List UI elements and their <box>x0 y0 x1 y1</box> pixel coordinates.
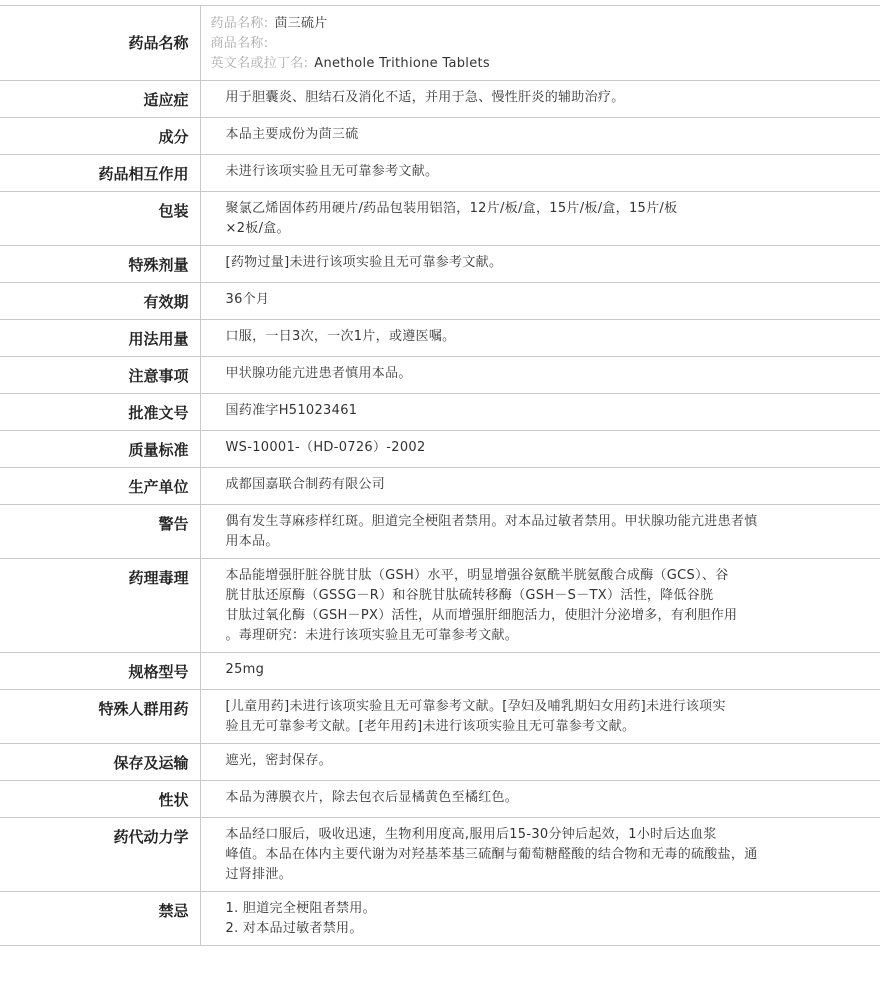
row-label: 药理毒理 <box>0 559 200 653</box>
row-label: 生产单位 <box>0 468 200 505</box>
row-label: 用法用量 <box>0 320 200 357</box>
name-details <box>200 6 880 81</box>
row-value-line: 本品经口服后，吸收迅速，生物利用度高,服用后15-30分钟后起效，1小时后达血浆 <box>225 827 717 842</box>
row-value-line: 36个月 <box>225 292 270 307</box>
row-value <box>200 559 880 653</box>
generic-name-value: 茴三硫片 <box>274 16 328 31</box>
row-label: 有效期 <box>0 283 200 320</box>
row-value-line: 成都国嘉联合制药有限公司 <box>225 477 386 492</box>
row-value-line: 25mg <box>225 662 265 677</box>
english-name-key: 英文名或拉丁名: <box>210 56 309 71</box>
row-value-line: [儿童用药]未进行该项实验且无可靠参考文献。[孕妇及哺乳期妇女用药]未进行该项实 <box>225 699 726 714</box>
row-label: 性状 <box>0 781 200 818</box>
drug-info-table-body <box>0 6 880 946</box>
table-row <box>0 559 880 653</box>
table-row <box>0 320 880 357</box>
row-label: 注意事项 <box>0 357 200 394</box>
row-value <box>200 744 880 781</box>
row-value <box>200 246 880 283</box>
row-value-line: 偶有发生荨麻疹样红斑。胆道完全梗阻者禁用。对本品过敏者禁用。甲状腺功能亢进患者慎 <box>225 514 758 529</box>
row-label: 规格型号 <box>0 653 200 690</box>
trade-name-key: 商品名称: <box>210 36 269 51</box>
row-label: 药品相互作用 <box>0 155 200 192</box>
row-label: 保存及运输 <box>0 744 200 781</box>
row-value-line: [药物过量]未进行该项实验且无可靠参考文献。 <box>225 255 503 270</box>
table-row <box>0 781 880 818</box>
row-value-line: 验且无可靠参考文献。[老年用药]未进行该项实验且无可靠参考文献。 <box>225 719 636 734</box>
table-row <box>0 744 880 781</box>
row-value-line: 本品能增强肝脏谷胱甘肽（GSH）水平，明显增强谷氨酰半胱氨酸合成酶（GCS）、谷 <box>225 568 729 583</box>
table-row <box>0 431 880 468</box>
row-label: 包装 <box>0 192 200 246</box>
table-row <box>0 468 880 505</box>
table-row <box>0 818 880 892</box>
table-row <box>0 653 880 690</box>
row-value <box>200 818 880 892</box>
generic-name-line <box>211 14 791 34</box>
row-value <box>200 118 880 155</box>
table-row <box>0 283 880 320</box>
row-label: 适应症 <box>0 81 200 118</box>
row-value <box>200 155 880 192</box>
row-value <box>200 431 880 468</box>
table-row <box>0 155 880 192</box>
row-value <box>200 283 880 320</box>
english-name-value: Anethole Trithione Tablets <box>314 56 490 71</box>
table-row <box>0 246 880 283</box>
table-row <box>0 690 880 744</box>
row-value <box>200 468 880 505</box>
row-drug-name <box>0 6 880 81</box>
row-value-line: 。毒理研究：未进行该项实验且无可靠参考文献。 <box>225 628 519 643</box>
row-label: 质量标准 <box>0 431 200 468</box>
table-row <box>0 192 880 246</box>
table-row <box>0 118 880 155</box>
row-value-line: 遮光，密封保存。 <box>225 753 332 768</box>
row-value-line: 胱甘肽还原酶（GSSG－R）和谷胱甘肽硫转移酶（GSH－S－TX）活性，降低谷胱 <box>225 588 714 603</box>
trade-name-line <box>211 34 791 54</box>
english-name-line <box>211 54 791 74</box>
row-value <box>200 505 880 559</box>
row-value <box>200 892 880 946</box>
row-value-line: 过肾排泄。 <box>225 867 293 882</box>
row-value-line: 国药准字H51023461 <box>225 403 358 418</box>
row-value <box>200 192 880 246</box>
row-value <box>200 690 880 744</box>
row-value <box>200 781 880 818</box>
table-row <box>0 892 880 946</box>
table-row <box>0 357 880 394</box>
row-label: 特殊剂量 <box>0 246 200 283</box>
row-value-line: 2. 对本品过敏者禁用。 <box>225 921 363 936</box>
row-label: 批准文号 <box>0 394 200 431</box>
row-value-line: 1. 胆道完全梗阻者禁用。 <box>225 901 376 916</box>
row-value-line: ×2板/盒。 <box>225 221 290 236</box>
row-value-line: 口服，一日3次，一次1片，或遵医嘱。 <box>225 329 456 344</box>
row-value-line: 用于胆囊炎、胆结石及消化不适，并用于急、慢性肝炎的辅助治疗。 <box>225 90 625 105</box>
row-label: 特殊人群用药 <box>0 690 200 744</box>
row-value-line: 本品主要成份为茴三硫 <box>225 127 359 142</box>
row-label: 药品名称 <box>0 6 200 81</box>
table-row <box>0 394 880 431</box>
row-value <box>200 320 880 357</box>
table-row <box>0 505 880 559</box>
row-value <box>200 357 880 394</box>
row-value-line: 峰值。本品在体内主要代谢为对羟基苯基三硫酮与葡萄糖醛酸的结合物和无毒的硫酸盐，通 <box>225 847 758 862</box>
generic-name-key: 药品名称: <box>210 16 269 31</box>
row-value-line: WS-10001-（HD-0726）-2002 <box>225 440 426 455</box>
row-value <box>200 394 880 431</box>
row-label: 警告 <box>0 505 200 559</box>
row-value <box>200 653 880 690</box>
row-value-line: 聚氯乙烯固体药用硬片/药品包装用铝箔，12片/板/盒，15片/板/盒，15片/板 <box>225 201 678 216</box>
row-value <box>200 81 880 118</box>
row-value-line: 用本品。 <box>225 534 279 549</box>
row-value-line: 甲状腺功能亢进患者慎用本品。 <box>225 366 412 381</box>
row-value-line: 未进行该项实验且无可靠参考文献。 <box>225 164 439 179</box>
row-label: 禁忌 <box>0 892 200 946</box>
table-row <box>0 81 880 118</box>
row-label: 成分 <box>0 118 200 155</box>
drug-info-table <box>0 5 880 946</box>
row-value-line: 甘肽过氧化酶（GSH－PX）活性，从而增强肝细胞活力，使胆汁分泌增多，有利胆作用 <box>225 608 738 623</box>
row-value-line: 本品为薄膜衣片，除去包衣后显橘黄色至橘红色。 <box>225 790 519 805</box>
row-label: 药代动力学 <box>0 818 200 892</box>
